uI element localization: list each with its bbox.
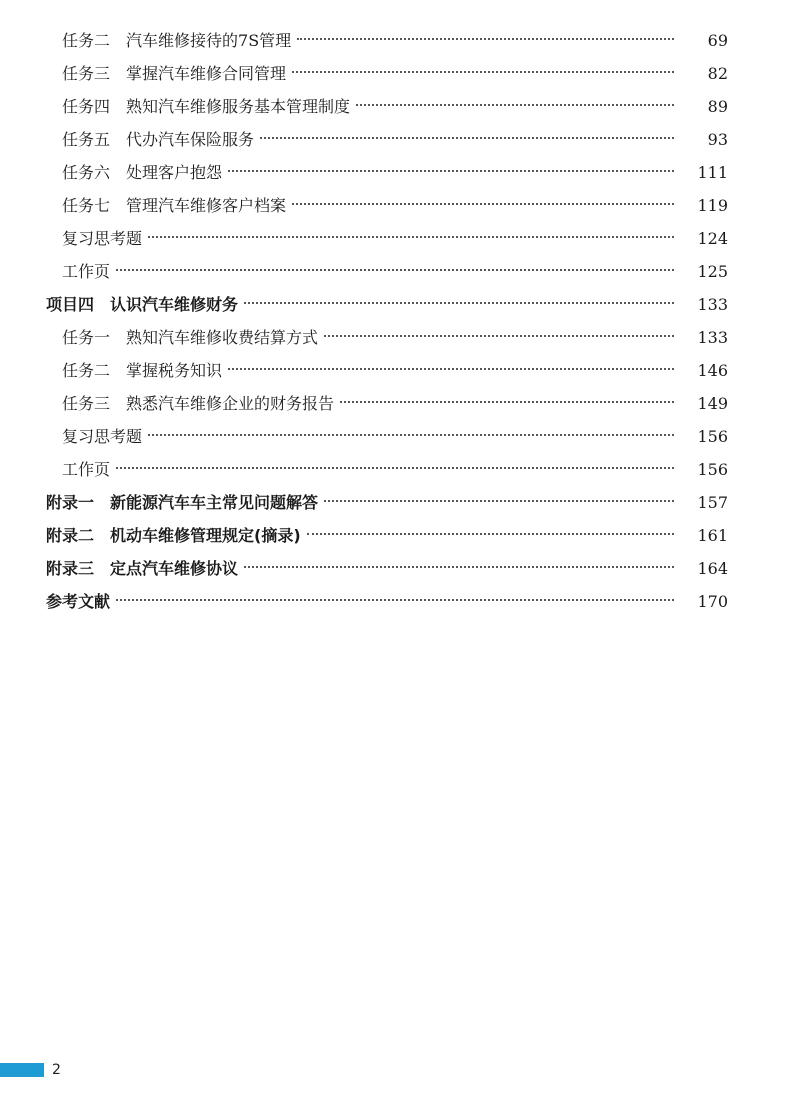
toc-entry-title: 掌握汽车维修合同管理 <box>126 64 287 83</box>
toc-entry-page: 146 <box>697 361 728 380</box>
toc-entry-page: 89 <box>707 97 728 116</box>
dot-leader <box>307 533 674 535</box>
toc-entry-title: 处理客户抱怨 <box>126 163 223 182</box>
toc-appendix-entry[interactable] <box>0 552 790 585</box>
toc-entry-title: 熟悉汽车维修企业的财务报告 <box>126 394 335 413</box>
toc-entry[interactable] <box>0 189 790 222</box>
toc-entry-title: 认识汽车维修财务 <box>110 295 239 314</box>
toc-entry-page: 124 <box>697 229 728 248</box>
toc-entry[interactable] <box>0 24 790 57</box>
toc-entry-page: 125 <box>697 262 728 281</box>
dot-leader <box>324 500 674 502</box>
toc-entry-page: 133 <box>697 328 728 347</box>
toc-entry-page: 170 <box>697 592 728 611</box>
page-number: 2 <box>52 1062 61 1078</box>
toc-project-entry[interactable] <box>0 288 790 321</box>
toc-entry-title: 掌握税务知识 <box>126 361 223 380</box>
dot-leader <box>116 467 674 469</box>
toc-entry-title: 复习思考题 <box>62 229 143 248</box>
dot-leader <box>148 236 674 238</box>
toc-entry-page: 156 <box>697 427 728 446</box>
toc-entry-page: 93 <box>707 130 728 149</box>
toc-entry[interactable] <box>0 321 790 354</box>
toc-entry[interactable] <box>0 123 790 156</box>
toc-entry-number: 任务六 <box>62 163 111 182</box>
toc-entry-page: 133 <box>697 295 728 314</box>
toc-entry-number: 任务二 <box>62 31 111 50</box>
toc-entry-title: 参考文献 <box>46 592 111 611</box>
page-number-accent-bar <box>0 1063 44 1077</box>
toc-entry[interactable] <box>0 453 790 486</box>
toc-entry[interactable] <box>0 57 790 90</box>
toc-entry-number: 项目四 <box>46 295 95 314</box>
toc-entry-number: 附录三 <box>46 559 95 578</box>
toc-entry-number: 任务四 <box>62 97 111 116</box>
toc-entry-page: 149 <box>697 394 728 413</box>
toc-entry-title: 代办汽车保险服务 <box>126 130 255 149</box>
dot-leader <box>292 203 674 205</box>
toc-entry-page: 111 <box>697 163 728 182</box>
toc-entry-page: 161 <box>697 526 728 545</box>
dot-leader <box>116 599 674 601</box>
dot-leader <box>244 302 674 304</box>
dot-leader <box>148 434 674 436</box>
toc-entry[interactable] <box>0 222 790 255</box>
dot-leader <box>260 137 674 139</box>
table-of-contents <box>0 24 790 618</box>
toc-entry-number: 任务七 <box>62 196 111 215</box>
dot-leader <box>297 38 674 40</box>
toc-entry-title: 复习思考题 <box>62 427 143 446</box>
dot-leader <box>244 566 674 568</box>
toc-entry-number: 附录二 <box>46 526 95 545</box>
toc-entry-page: 156 <box>697 460 728 479</box>
toc-entry-page: 164 <box>697 559 728 578</box>
toc-entry-title: 熟知汽车维修服务基本管理制度 <box>126 97 351 116</box>
toc-entry[interactable] <box>0 387 790 420</box>
toc-entry-number: 任务一 <box>62 328 111 347</box>
toc-entry-title: 定点汽车维修协议 <box>110 559 239 578</box>
toc-entry-page: 82 <box>707 64 728 83</box>
toc-entry-page: 69 <box>707 31 728 50</box>
toc-entry-page: 157 <box>697 493 728 512</box>
toc-appendix-entry[interactable] <box>0 519 790 552</box>
toc-entry[interactable] <box>0 90 790 123</box>
toc-entry-page: 119 <box>697 196 728 215</box>
toc-entry-number: 任务三 <box>62 64 111 83</box>
toc-references-entry[interactable] <box>0 585 790 618</box>
toc-entry[interactable] <box>0 354 790 387</box>
toc-entry-title: 工作页 <box>62 460 111 479</box>
toc-entry-title: 新能源汽车车主常见问题解答 <box>110 493 319 512</box>
dot-leader <box>340 401 674 403</box>
dot-leader <box>228 170 674 172</box>
dot-leader <box>116 269 674 271</box>
toc-entry[interactable] <box>0 156 790 189</box>
dot-leader <box>356 104 674 106</box>
toc-entry-number: 附录一 <box>46 493 95 512</box>
toc-entry[interactable] <box>0 255 790 288</box>
toc-entry-number: 任务二 <box>62 361 111 380</box>
toc-entry-title: 机动车维修管理规定(摘录) <box>110 526 301 545</box>
dot-leader <box>324 335 674 337</box>
dot-leader <box>228 368 674 370</box>
toc-entry-title: 汽车维修接待的7S管理 <box>126 31 292 50</box>
toc-entry[interactable] <box>0 420 790 453</box>
toc-entry-title: 熟知汽车维修收费结算方式 <box>126 328 319 347</box>
toc-entry-title: 工作页 <box>62 262 111 281</box>
toc-appendix-entry[interactable] <box>0 486 790 519</box>
toc-entry-number: 任务三 <box>62 394 111 413</box>
toc-entry-title: 管理汽车维修客户档案 <box>126 196 287 215</box>
dot-leader <box>292 71 674 73</box>
toc-entry-number: 任务五 <box>62 130 111 149</box>
